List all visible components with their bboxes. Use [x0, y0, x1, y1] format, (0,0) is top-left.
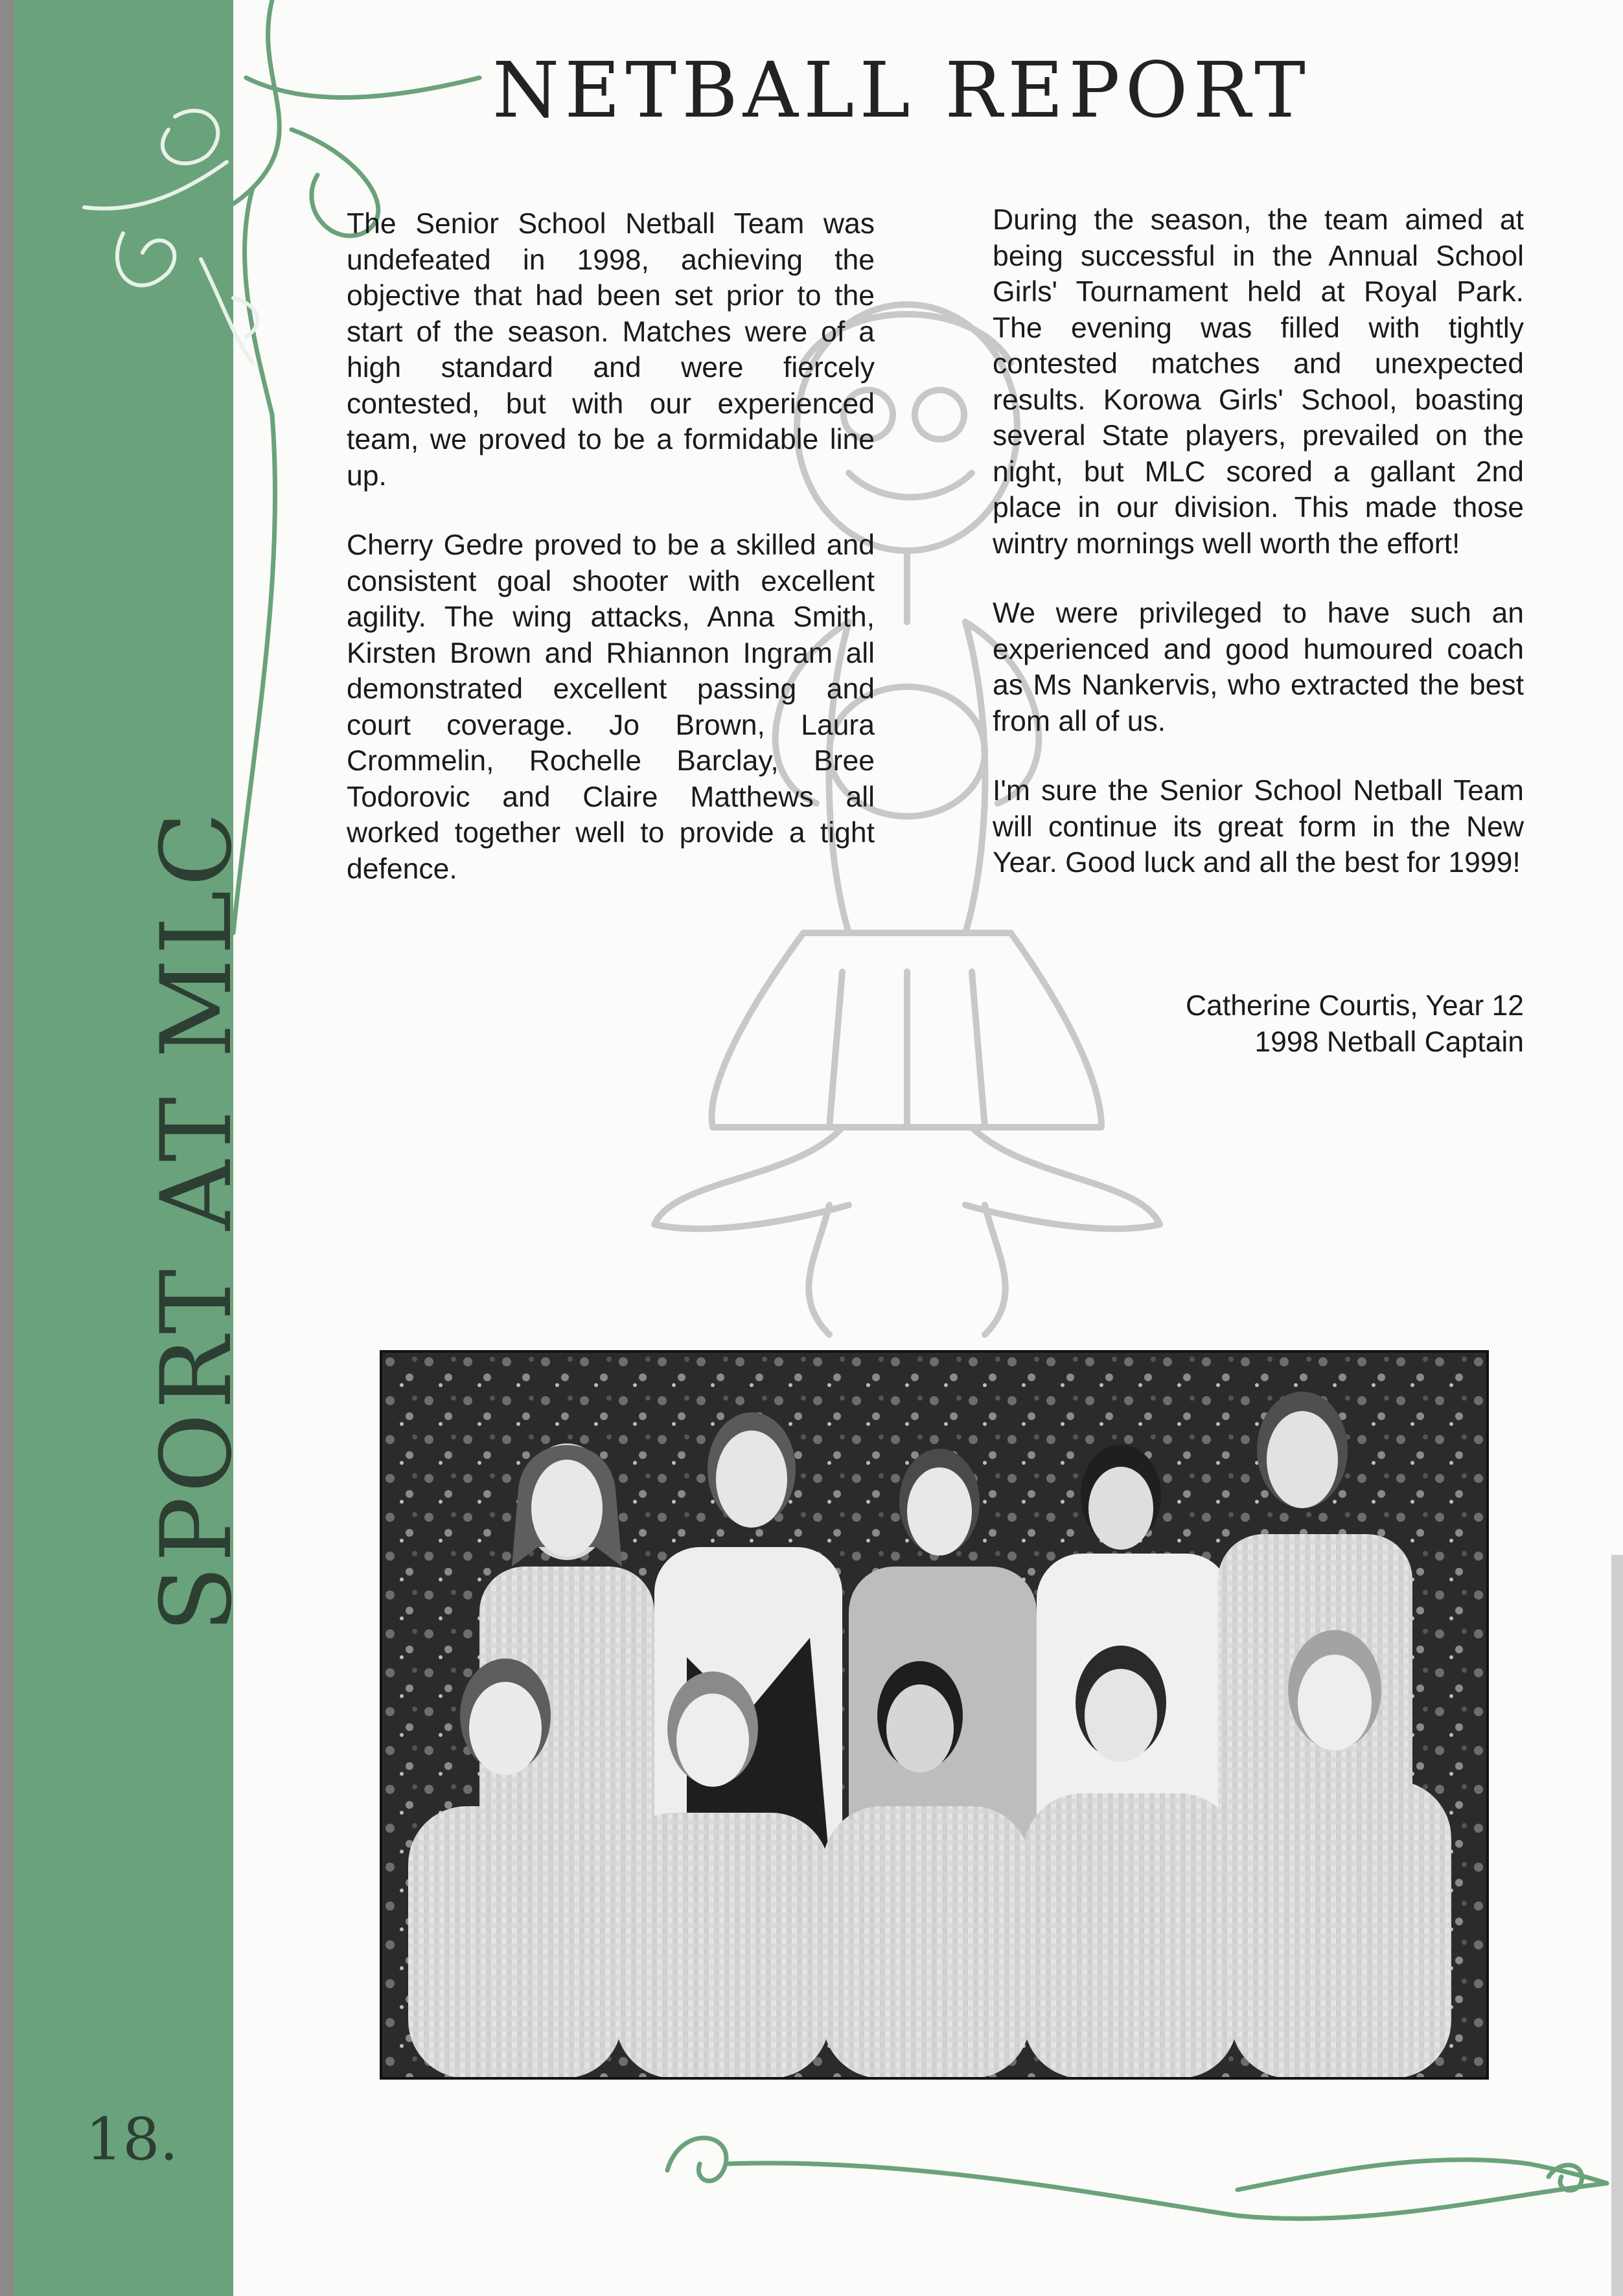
article-left-column: [347, 206, 875, 921]
swirl-bottom-decoration: [654, 2112, 1613, 2242]
author-signature: [993, 988, 1524, 1061]
author-name: Catherine Courtis, Year 12: [1186, 990, 1524, 1022]
page-number: 18.: [86, 2106, 179, 2174]
section-label: SPORT AT MLC: [141, 808, 253, 1633]
article-paragraph: During the season, the team aimed at being successful in the Annual School Girls' Tournament held at Royal Park. The evening was filled with tightly contested matches and unexpected results. Korowa Girls' School, boasting several State players, prevailed on the night, but MLC scored a gallant 2nd place in our division. This made those wintry mornings well worth the effort!: [993, 204, 1524, 560]
page-title: NETBALL REPORT: [492, 45, 1311, 135]
article-paragraph: I'm sure the Senior School Netball Team will continue its great form in the New Year. Good luck and all the best for 1999!: [993, 775, 1524, 878]
article-paragraph: Cherry Gedre proved to be a skilled and consistent goal shooter with excellent agility. The wing attacks, Anna Smith, Kirsten Brown and Rhiannon Ingram all demonstrated excellent passing and court coverage. Jo Brown, Laura Crommelin, Rochelle Barclay, Bree Todorovic and Claire Matthews all worked together well to provide a tight defence.: [347, 529, 875, 885]
page-binding-edge: [0, 0, 14, 2296]
article-paragraph: The Senior School Netball Team was undefeated in 1998, achieving the objective that had been set prior to the start of the season. Matches were of a high standard and were fiercely contested, but with our experienced team, we proved to be a formidable line up.: [347, 208, 875, 492]
article-right-column: [993, 202, 1524, 915]
article-paragraph: We were privileged to have such an experienced and good humoured coach as Ms Nankervis, who extracted the best from all of us.: [993, 597, 1524, 737]
team-photo-image: [382, 1353, 1486, 2077]
author-role: 1998 Netball Captain: [1254, 1026, 1524, 1058]
team-photograph: [380, 1350, 1489, 2080]
